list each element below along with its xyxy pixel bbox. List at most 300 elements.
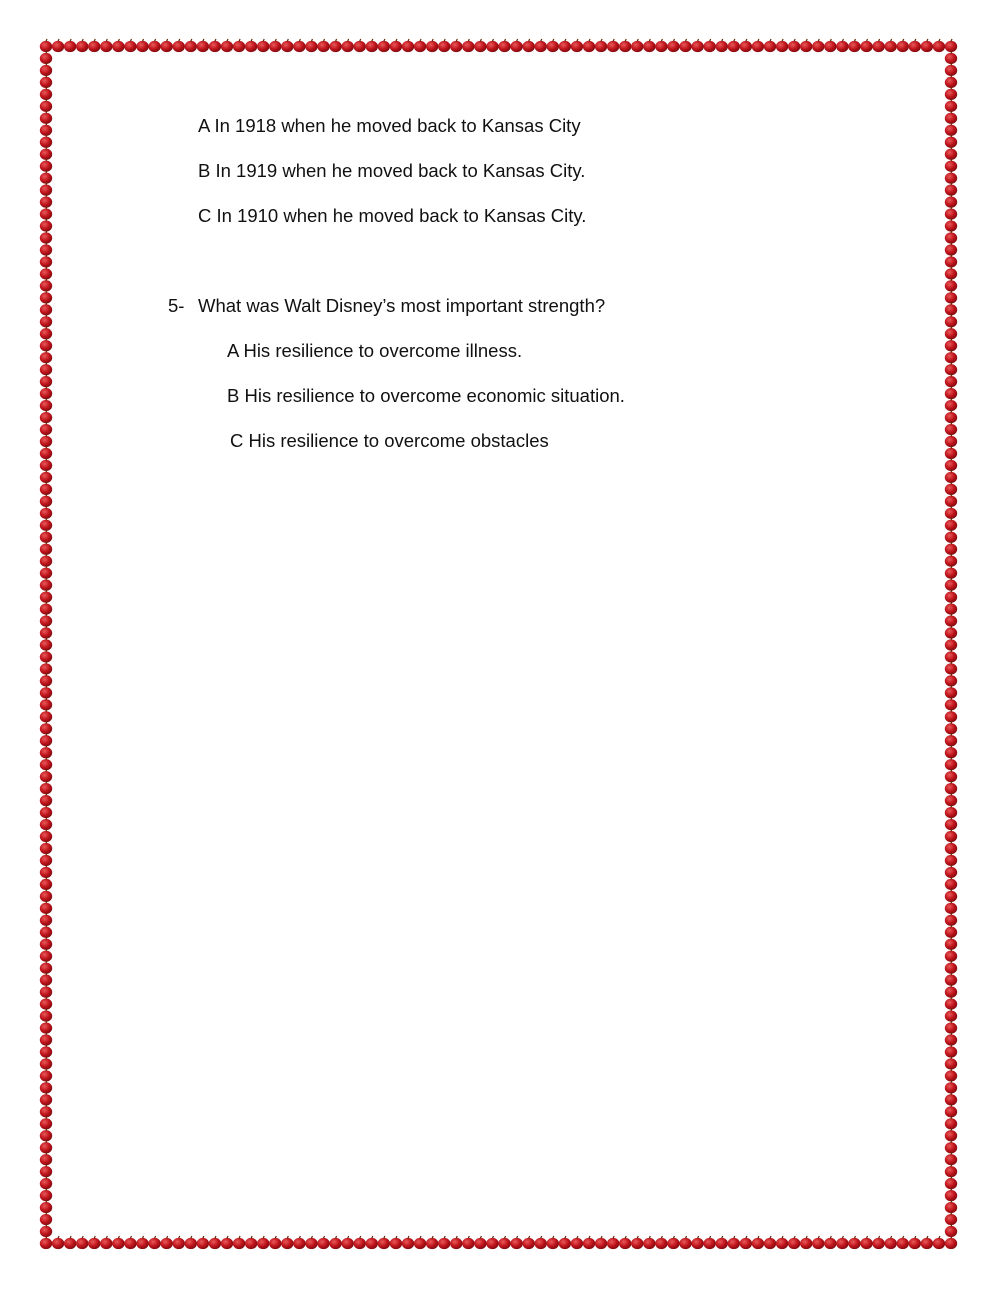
- red-apple-icon: [872, 1236, 884, 1249]
- red-apple-icon: [40, 649, 52, 662]
- red-apple-icon: [486, 1236, 498, 1249]
- red-apple-icon: [40, 219, 52, 232]
- red-apple-icon: [631, 39, 643, 52]
- red-apple-icon: [40, 590, 52, 603]
- red-apple-icon: [945, 326, 957, 339]
- red-apple-icon: [945, 877, 957, 890]
- red-apple-icon: [40, 673, 52, 686]
- red-apple-icon: [667, 1236, 679, 1249]
- red-apple-icon: [40, 901, 52, 914]
- red-apple-icon: [945, 626, 957, 639]
- red-apple-icon: [197, 39, 209, 52]
- red-apple-icon: [40, 769, 52, 782]
- red-apple-icon: [522, 39, 534, 52]
- red-apple-icon: [40, 793, 52, 806]
- red-apple-icon: [40, 111, 52, 124]
- red-apple-icon: [945, 1068, 957, 1081]
- red-apple-icon: [40, 697, 52, 710]
- red-apple-icon: [462, 1236, 474, 1249]
- red-apple-icon: [40, 231, 52, 244]
- red-apple-icon: [945, 829, 957, 842]
- red-apple-icon: [752, 39, 764, 52]
- red-apple-icon: [945, 1200, 957, 1213]
- red-apple-icon: [824, 39, 836, 52]
- red-apple-icon: [631, 1236, 643, 1249]
- red-apple-icon: [185, 39, 197, 52]
- red-apple-icon: [945, 1116, 957, 1129]
- red-apple-icon: [414, 39, 426, 52]
- red-apple-icon: [945, 350, 957, 363]
- red-apple-icon: [836, 1236, 848, 1249]
- red-apple-icon: [40, 1056, 52, 1069]
- red-apple-icon: [945, 1188, 957, 1201]
- red-apple-icon: [40, 1080, 52, 1093]
- red-apple-icon: [945, 362, 957, 375]
- red-apple-icon: [945, 87, 957, 100]
- red-apple-icon: [945, 889, 957, 902]
- red-apple-icon: [40, 661, 52, 674]
- red-apple-icon: [474, 39, 486, 52]
- red-apple-icon: [40, 841, 52, 854]
- red-apple-icon: [740, 1236, 752, 1249]
- red-apple-icon: [40, 985, 52, 998]
- red-apple-icon: [945, 1056, 957, 1069]
- red-apple-icon: [945, 1044, 957, 1057]
- red-apple-icon: [40, 147, 52, 160]
- red-apple-icon: [945, 470, 957, 483]
- red-apple-icon: [909, 1236, 921, 1249]
- red-apple-icon: [40, 518, 52, 531]
- red-apple-icon: [945, 853, 957, 866]
- red-apple-icon: [945, 697, 957, 710]
- red-apple-icon: [848, 39, 860, 52]
- red-apple-icon: [40, 805, 52, 818]
- red-apple-icon: [945, 901, 957, 914]
- red-apple-icon: [945, 374, 957, 387]
- red-apple-icon: [462, 39, 474, 52]
- red-apple-icon: [945, 649, 957, 662]
- red-apple-icon: [945, 817, 957, 830]
- red-apple-icon: [40, 1140, 52, 1153]
- red-apple-icon: [378, 1236, 390, 1249]
- red-apple-icon: [535, 39, 547, 52]
- red-apple-icon: [619, 1236, 631, 1249]
- red-apple-icon: [40, 314, 52, 327]
- red-apple-icon: [945, 578, 957, 591]
- red-apple-icon: [88, 1236, 100, 1249]
- red-apple-icon: [209, 1236, 221, 1249]
- red-apple-icon: [173, 39, 185, 52]
- question-prompt: What was Walt Disney’s most important strength?: [198, 295, 606, 316]
- red-apple-icon: [40, 745, 52, 758]
- red-apple-icon: [945, 1164, 957, 1177]
- red-apple-icon: [945, 1021, 957, 1034]
- question-number: 5-: [168, 295, 185, 316]
- red-apple-icon: [40, 530, 52, 543]
- red-apple-icon: [945, 949, 957, 962]
- red-apple-icon: [945, 925, 957, 938]
- red-apple-icon: [40, 578, 52, 591]
- red-apple-icon: [800, 1236, 812, 1249]
- red-apple-icon: [40, 434, 52, 447]
- red-apple-icon: [40, 709, 52, 722]
- red-apple-icon: [64, 1236, 76, 1249]
- red-apple-icon: [197, 1236, 209, 1249]
- red-apple-icon: [221, 39, 233, 52]
- red-apple-icon: [547, 1236, 559, 1249]
- red-apple-icon: [945, 99, 957, 112]
- red-apple-icon: [257, 1236, 269, 1249]
- red-apple-icon: [40, 781, 52, 794]
- red-apple-icon: [40, 1116, 52, 1129]
- red-apple-icon: [40, 242, 52, 255]
- red-apple-icon: [40, 853, 52, 866]
- red-apple-icon: [945, 590, 957, 603]
- red-apple-icon: [317, 39, 329, 52]
- red-apple-icon: [921, 1236, 933, 1249]
- red-apple-icon: [40, 506, 52, 519]
- red-apple-icon: [945, 159, 957, 172]
- red-apple-icon: [909, 39, 921, 52]
- red-apple-icon: [945, 1128, 957, 1141]
- red-apple-icon: [884, 39, 896, 52]
- red-apple-icon: [233, 1236, 245, 1249]
- red-apple-icon: [945, 386, 957, 399]
- red-apple-icon: [933, 1236, 945, 1249]
- red-apple-icon: [40, 446, 52, 459]
- red-apple-icon: [40, 638, 52, 651]
- red-apple-icon: [40, 183, 52, 196]
- red-apple-icon: [945, 602, 957, 615]
- q5-option-c: C His resilience to overcome obstacles: [230, 430, 549, 451]
- red-apple-icon: [112, 39, 124, 52]
- red-apple-icon: [860, 1236, 872, 1249]
- red-apple-icon: [945, 1152, 957, 1165]
- red-apple-icon: [40, 1068, 52, 1081]
- red-apple-icon: [945, 314, 957, 327]
- red-apple-icon: [390, 1236, 402, 1249]
- red-apple-icon: [88, 39, 100, 52]
- q5-option-a: A His resilience to overcome illness.: [227, 340, 523, 361]
- red-apple-icon: [426, 1236, 438, 1249]
- red-apple-icon: [945, 135, 957, 148]
- red-apple-icon: [945, 123, 957, 136]
- red-apple-icon: [378, 39, 390, 52]
- red-apple-icon: [583, 39, 595, 52]
- red-apple-icon: [341, 39, 353, 52]
- red-apple-icon: [40, 1044, 52, 1057]
- red-apple-icon: [40, 254, 52, 267]
- red-apple-icon: [945, 494, 957, 507]
- red-apple-icon: [945, 171, 957, 184]
- red-apple-icon: [945, 985, 957, 998]
- red-apple-icon: [40, 1200, 52, 1213]
- red-apple-icon: [945, 745, 957, 758]
- red-apple-icon: [354, 1236, 366, 1249]
- red-apple-icon: [655, 39, 667, 52]
- red-apple-icon: [160, 1236, 172, 1249]
- red-apple-icon: [52, 39, 64, 52]
- red-apple-icon: [305, 1236, 317, 1249]
- red-apple-icon: [945, 841, 957, 854]
- red-apple-icon: [40, 865, 52, 878]
- red-apple-icon: [40, 937, 52, 950]
- red-apple-icon: [728, 39, 740, 52]
- red-apple-icon: [945, 1176, 957, 1189]
- red-apple-icon: [945, 518, 957, 531]
- red-apple-icon: [40, 626, 52, 639]
- red-apple-icon: [716, 1236, 728, 1249]
- red-apple-icon: [40, 362, 52, 375]
- red-apple-icon: [438, 39, 450, 52]
- red-apple-icon: [40, 961, 52, 974]
- red-apple-icon: [679, 39, 691, 52]
- red-apple-icon: [40, 913, 52, 926]
- red-apple-icon: [40, 997, 52, 1010]
- red-apple-icon: [945, 183, 957, 196]
- red-apple-icon: [921, 39, 933, 52]
- red-apple-icon: [945, 865, 957, 878]
- red-apple-icon: [945, 338, 957, 351]
- red-apple-icon: [945, 661, 957, 674]
- red-apple-icon: [945, 1009, 957, 1022]
- red-apple-icon: [40, 1152, 52, 1165]
- red-apple-icon: [293, 1236, 305, 1249]
- red-apple-icon: [812, 1236, 824, 1249]
- red-apple-icon: [945, 793, 957, 806]
- red-apple-icon: [40, 159, 52, 172]
- red-apple-icon: [691, 39, 703, 52]
- red-apple-icon: [884, 1236, 896, 1249]
- red-apple-icon: [945, 781, 957, 794]
- red-apple-icon: [40, 554, 52, 567]
- red-apple-icon: [945, 530, 957, 543]
- red-apple-icon: [245, 39, 257, 52]
- red-apple-icon: [897, 1236, 909, 1249]
- red-apple-icon: [40, 482, 52, 495]
- red-apple-icon: [40, 39, 52, 52]
- red-apple-icon: [40, 278, 52, 291]
- red-apple-icon: [945, 266, 957, 279]
- red-apple-icon: [40, 1104, 52, 1117]
- red-apple-icon: [848, 1236, 860, 1249]
- q5-question: [168, 295, 605, 317]
- red-apple-icon: [945, 39, 957, 52]
- red-apple-icon: [390, 39, 402, 52]
- red-apple-icon: [776, 1236, 788, 1249]
- red-apple-icon: [40, 422, 52, 435]
- red-apple-icon: [535, 1236, 547, 1249]
- red-apple-icon: [824, 1236, 836, 1249]
- red-apple-icon: [185, 1236, 197, 1249]
- red-apple-icon: [619, 39, 631, 52]
- red-apple-icon: [945, 446, 957, 459]
- red-apple-icon: [414, 1236, 426, 1249]
- red-apple-icon: [40, 99, 52, 112]
- red-apple-icon: [860, 39, 872, 52]
- red-apple-icon: [945, 1224, 957, 1237]
- red-apple-icon: [740, 39, 752, 52]
- red-apple-icon: [40, 1164, 52, 1177]
- q4-option-a: A In 1918 when he moved back to Kansas City: [198, 115, 581, 136]
- red-apple-icon: [40, 1092, 52, 1105]
- red-apple-icon: [40, 1188, 52, 1201]
- red-apple-icon: [752, 1236, 764, 1249]
- red-apple-icon: [945, 111, 957, 124]
- red-apple-icon: [160, 39, 172, 52]
- red-apple-icon: [281, 39, 293, 52]
- red-apple-icon: [498, 1236, 510, 1249]
- red-apple-icon: [945, 1236, 957, 1249]
- red-apple-icon: [40, 602, 52, 615]
- q4-option-c: C In 1910 when he moved back to Kansas City.: [198, 205, 587, 226]
- red-apple-icon: [40, 1224, 52, 1237]
- red-apple-icon: [329, 1236, 341, 1249]
- red-apple-icon: [945, 422, 957, 435]
- red-apple-icon: [173, 1236, 185, 1249]
- red-apple-icon: [788, 39, 800, 52]
- red-apple-icon: [643, 1236, 655, 1249]
- red-apple-icon: [40, 458, 52, 471]
- red-apple-icon: [40, 290, 52, 303]
- red-apple-icon: [595, 1236, 607, 1249]
- red-apple-icon: [40, 266, 52, 279]
- red-apple-icon: [40, 302, 52, 315]
- red-apple-icon: [945, 63, 957, 76]
- red-apple-icon: [945, 434, 957, 447]
- red-apple-icon: [945, 290, 957, 303]
- red-apple-icon: [40, 829, 52, 842]
- red-apple-icon: [40, 1128, 52, 1141]
- red-apple-icon: [64, 39, 76, 52]
- red-apple-icon: [136, 1236, 148, 1249]
- red-apple-icon: [945, 75, 957, 88]
- red-apple-icon: [571, 1236, 583, 1249]
- red-apple-icon: [945, 1080, 957, 1093]
- red-apple-icon: [40, 1033, 52, 1046]
- red-apple-icon: [583, 1236, 595, 1249]
- red-apple-icon: [40, 733, 52, 746]
- red-apple-icon: [945, 638, 957, 651]
- red-apple-icon: [124, 1236, 136, 1249]
- red-apple-icon: [945, 278, 957, 291]
- red-apple-icon: [40, 877, 52, 890]
- red-apple-icon: [40, 398, 52, 411]
- red-apple-icon: [100, 39, 112, 52]
- red-apple-icon: [945, 398, 957, 411]
- red-apple-icon: [945, 733, 957, 746]
- red-apple-icon: [474, 1236, 486, 1249]
- red-apple-icon: [341, 1236, 353, 1249]
- red-apple-icon: [728, 1236, 740, 1249]
- red-apple-icon: [40, 817, 52, 830]
- red-apple-icon: [945, 997, 957, 1010]
- red-apple-icon: [40, 123, 52, 136]
- red-apple-icon: [402, 39, 414, 52]
- red-apple-icon: [788, 1236, 800, 1249]
- red-apple-icon: [40, 1021, 52, 1034]
- red-apple-icon: [438, 1236, 450, 1249]
- red-apple-icon: [245, 1236, 257, 1249]
- red-apple-icon: [679, 1236, 691, 1249]
- red-apple-icon: [945, 219, 957, 232]
- red-apple-icon: [269, 1236, 281, 1249]
- red-apple-icon: [148, 39, 160, 52]
- red-apple-icon: [945, 254, 957, 267]
- red-apple-icon: [40, 973, 52, 986]
- red-apple-icon: [945, 51, 957, 64]
- red-apple-icon: [40, 386, 52, 399]
- red-apple-icon: [366, 39, 378, 52]
- red-apple-icon: [812, 39, 824, 52]
- red-apple-icon: [764, 39, 776, 52]
- red-apple-icon: [836, 39, 848, 52]
- red-apple-icon: [945, 1140, 957, 1153]
- red-apple-icon: [945, 1212, 957, 1225]
- red-apple-icon: [945, 973, 957, 986]
- red-apple-icon: [945, 1092, 957, 1105]
- red-apple-icon: [945, 242, 957, 255]
- red-apple-icon: [945, 709, 957, 722]
- red-apple-icon: [52, 1236, 64, 1249]
- red-apple-icon: [40, 1009, 52, 1022]
- red-apple-icon: [897, 39, 909, 52]
- red-apple-icon: [945, 506, 957, 519]
- red-apple-icon: [40, 542, 52, 555]
- red-apple-icon: [945, 673, 957, 686]
- red-apple-icon: [945, 231, 957, 244]
- red-apple-icon: [945, 1104, 957, 1117]
- red-apple-icon: [40, 171, 52, 184]
- red-apple-icon: [40, 925, 52, 938]
- red-apple-icon: [293, 39, 305, 52]
- red-apple-icon: [945, 147, 957, 160]
- red-apple-icon: [269, 39, 281, 52]
- red-apple-icon: [366, 1236, 378, 1249]
- red-apple-icon: [945, 302, 957, 315]
- red-apple-icon: [945, 769, 957, 782]
- red-apple-icon: [426, 39, 438, 52]
- red-apple-icon: [945, 195, 957, 208]
- red-apple-icon: [559, 39, 571, 52]
- red-apple-icon: [643, 39, 655, 52]
- red-apple-icon: [945, 482, 957, 495]
- red-apple-icon: [510, 1236, 522, 1249]
- red-apple-icon: [655, 1236, 667, 1249]
- red-apple-icon: [40, 889, 52, 902]
- red-apple-icon: [40, 494, 52, 507]
- red-apple-icon: [329, 39, 341, 52]
- red-apple-icon: [233, 39, 245, 52]
- red-apple-icon: [305, 39, 317, 52]
- red-apple-icon: [776, 39, 788, 52]
- red-apple-icon: [559, 1236, 571, 1249]
- red-apple-icon: [40, 350, 52, 363]
- red-apple-icon: [76, 39, 88, 52]
- red-apple-icon: [510, 39, 522, 52]
- red-apple-icon: [547, 39, 559, 52]
- red-apple-icon: [148, 1236, 160, 1249]
- red-apple-icon: [945, 1033, 957, 1046]
- red-apple-icon: [40, 410, 52, 423]
- red-apple-icon: [40, 1212, 52, 1225]
- red-apple-icon: [703, 39, 715, 52]
- red-apple-icon: [221, 1236, 233, 1249]
- red-apple-icon: [498, 39, 510, 52]
- red-apple-icon: [40, 135, 52, 148]
- red-apple-icon: [945, 721, 957, 734]
- red-apple-icon: [945, 566, 957, 579]
